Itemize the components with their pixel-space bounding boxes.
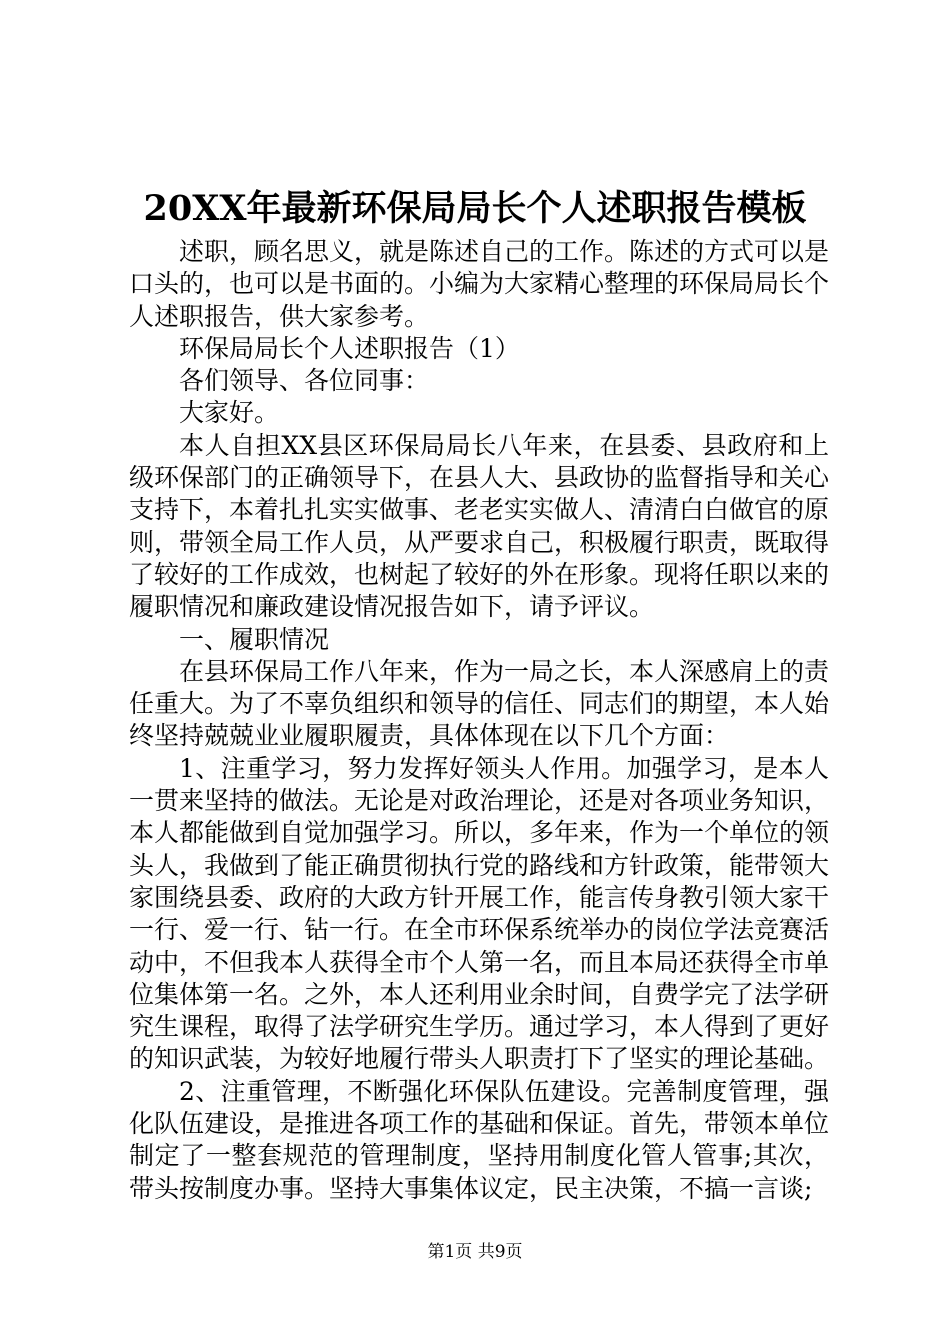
paragraph-intro: 述职，顾名思义，就是陈述自己的工作。陈述的方式可以是口头的，也可以是书面的。小编为大家精心整理的环保局局长个人述职报告，供大家参考。: [129, 237, 830, 331]
paragraph-salutation: 各们领导、各位同事：: [179, 366, 430, 396]
document-title: 20XX年最新环保局局长个人述职报告模板: [143, 188, 807, 229]
paragraph-greeting: 大家好。: [179, 398, 280, 428]
paragraph-point-2: 2、注重管理，不断强化环保队伍建设。完善制度管理，强化队伍建设，是推进各项工作的基础和保证。首先，带领本单位制定了一整套规范的管理制度，坚持用制度化管人管事;其次，带头按制度办事。坚持大事集体议定，民主决策，不搞一言谈;: [129, 1076, 830, 1203]
document-body: [129, 236, 829, 1205]
paragraph-point-1: 1、注重学习，努力发挥好领头人作用。加强学习，是本人一贯来坚持的做法。无论是对政治理论，还是对各项业务知识，本人都能做到自觉加强学习。所以，多年来，作为一个单位的领头人，我做到了能正确贯彻执行党的路线和方针政策，能带领大家围绕县委、政府的大政方针开展工作，能言传身教引领大家干一行、爱一行、钻一行。在全市环保系统举办的岗位学法竞赛活动中，不但我本人获得全市个人第一名，而且本局还获得全市单位集体第一名。之外，本人还利用业余时间，自费学完了法学研究生课程，取得了法学研究生学历。通过学习，本人得到了更好的知识武装，为较好地履行带头人职责打下了坚实的理论基础。: [129, 753, 830, 1074]
paragraph-report-heading: 环保局局长个人述职报告（1）: [179, 333, 520, 363]
paragraph-section-heading: 一、履职情况: [179, 624, 330, 654]
paragraph-overview: 本人自担XX县区环保局局长八年来，在县委、县政府和上级环保部门的正确领导下，在县人大、县政协的监督指导和关心支持下，本着扎扎实实做事、老老实实做人、清清白白做官的原则，带领全局工作人员，从严要求自己，积极履行职责，既取得了较好的工作成效，也树起了较好的外在形象。现将任职以来的履职情况和廉政建设情况报告如下，请予评议。: [129, 430, 830, 622]
paragraph-duty-intro: 在县环保局工作八年来，作为一局之长，本人深感肩上的责任重大。为了不辜负组织和领导的信任、同志们的期望，本人始终坚持兢兢业业履职履责，具体体现在以下几个方面：: [129, 656, 830, 751]
page-footer: 第1页 共9页: [427, 1242, 523, 1262]
